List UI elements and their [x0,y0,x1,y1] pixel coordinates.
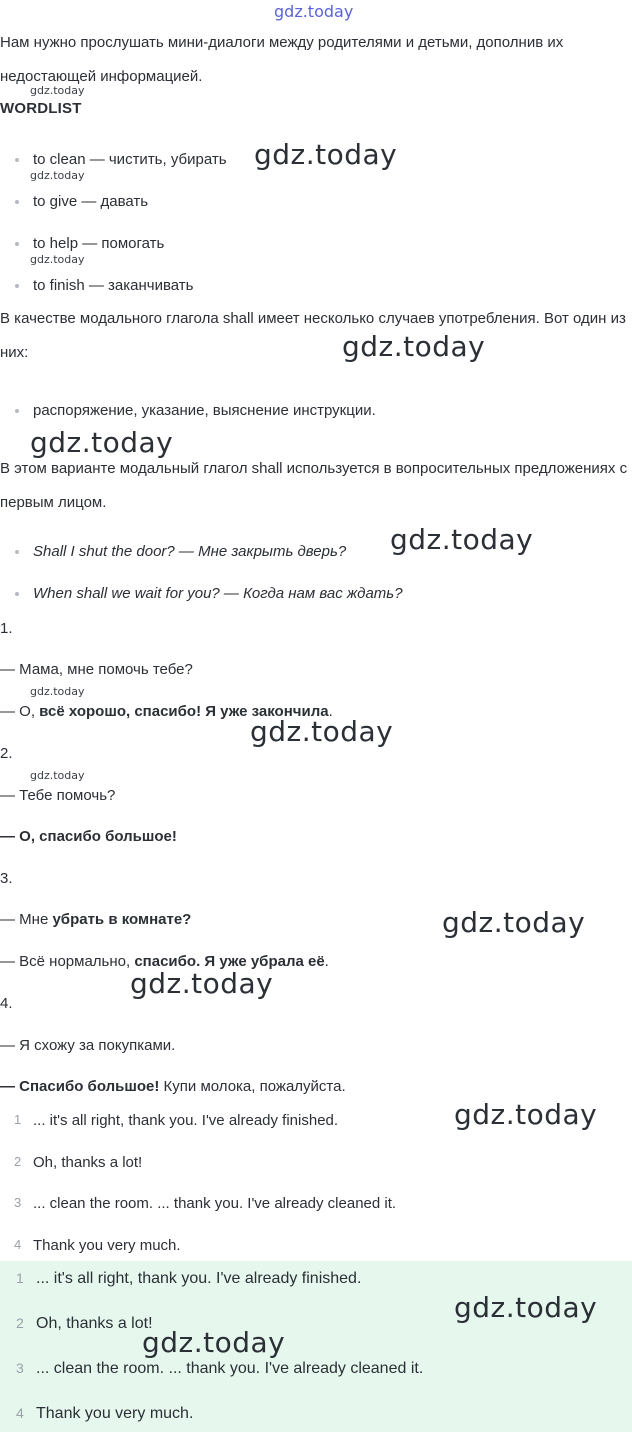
wordlist-heading: WORDLIST [0,100,82,117]
dialogue-number: 2. [0,745,13,762]
dialogue-line: — Тебе помочь? [0,787,116,804]
answers-highlight-box: 1 ... it's all right, thank you. I've already finished. 2 Oh, thanks a lot! 3 ... clean the room. ... thank you. I've already cleaned it. 4 Thank you very much. [0,1261,632,1432]
watermark-small: gdz.today [30,685,85,698]
watermark-small: gdz.today [30,169,85,182]
watermark-small: gdz.today [30,769,85,782]
intro-paragraph: Нам нужно прослушать мини-диалоги между родителями и детьми, дополнив их недостающей информацией. [0,34,564,85]
dialogue-line: — Мне убрать в комнате? [0,911,192,928]
dialogue-line: — Я схожу за покупками. [0,1037,176,1054]
watermark: gdz.today [250,715,394,748]
watermark: gdz.today [130,967,274,1000]
watermark-small: gdz.today [30,84,85,97]
watermark: gdz.today [30,426,174,459]
bullet-icon [15,409,19,413]
dialogue-line: — О, всё хорошо, спасибо! Я уже закончила. [0,703,333,720]
dialogue-line: — Всё нормально, спасибо. Я уже убрала её. [0,953,329,970]
dialogue-line: — Мама, мне помочь тебе? [0,661,193,678]
watermark: gdz.today [454,1291,598,1324]
watermark: gdz.today [390,523,534,556]
dialogue-line: — О, спасибо большое! [0,828,177,845]
bullet-icon [15,592,19,596]
watermark-small: gdz.today [30,253,85,266]
watermark: gdz.today [454,1098,598,1131]
shall-paragraph-2: В этом варианте модальный глагол shall используется в вопросительных предложениях с первым лицом. [0,460,628,511]
watermark: gdz.today [442,906,586,939]
shall-paragraph: В качестве модального глагола shall имеет несколько случаев употребления. Вот один из них: [0,310,626,361]
dialogue-number: 4. [0,995,13,1012]
bullet-icon [15,284,19,288]
bullet-icon [15,242,19,246]
bullet-icon [15,158,19,162]
watermark: gdz.today [342,330,486,363]
page: gdz.today Нам нужно прослушать мини-диалоги между родителями и детьми, дополнив их недостающей информацией. gdz.today WORDLIST to clean — чистить, убирать to give — давать to help — помогать to finish — заканчивать gdz.today gdz.today gdz.today В качестве модального глагола shall имеет несколько случаев употребления. Вот один из них: gdz.today распоряжение, указание, выяснение инструкции. gdz.today В этом варианте модальный глагол shall используется в вопросительных предложениях с первым лицом. Shall I shut the door? — Мне закрыть дверь? When shall we wait for you? — Когда нам вас ждать? gdz.today 1. — Мама, мне помочь тебе? gdz.today — О, всё хорошо, спасибо! Я уже закончила. gdz.today 2. gdz.today — Тебе помочь? — О, спасибо большое! 3. — Мне убрать в комнате? gdz.today — Всё нормально, спасибо. Я уже убрала её. gdz.today 4. — Я схожу за покупками. — Спасибо большое! Купи молока, пожалуйста. 1 ... it's all right, thank you. I've already finished. 2 Oh, thanks a lot! 3 ... clean the room. ... thank you. I've already cleaned it. 4 Thank you very much. gdz.today 1 ... it's all right, thank you. I've already finished. 2 Oh, thanks a lot! 3 ... clean the room. ... thank you. I've already cleaned it. 4 Thank you very much. gdz.today gdz.today [0,0,632,1432]
watermark: gdz.today [254,138,398,171]
watermark: gdz.today [142,1326,286,1359]
watermark-top: gdz.today [274,2,354,21]
dialogue-line: — Спасибо большое! Купи молока, пожалуйста. [0,1078,346,1095]
dialogue-number: 3. [0,870,13,887]
bullet-icon [15,200,19,204]
dialogue-number: 1. [0,620,13,637]
bullet-icon [15,550,19,554]
